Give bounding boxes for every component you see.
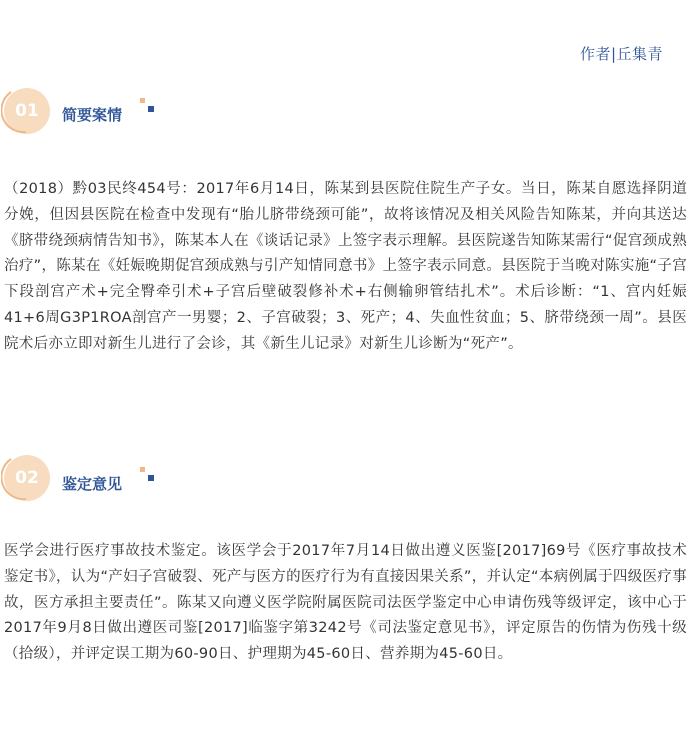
decorative-squares-icon — [138, 96, 154, 112]
section-title: 鉴定意见 — [62, 475, 123, 493]
section-number: 01 — [15, 101, 39, 121]
appraisal-opinion-paragraph: 医学会进行医疗事故技术鉴定。该医学会于2017年7月14日做出遵义医鉴[2017]69号《医疗事故技术鉴定书》，认为“产妇子宫破裂、死产与医方的医疗行为有直接因果关系”，并认定“本病例属于四级医疗事故，医方承担主要责任”。陈某又向遵义医学院附属医院司法医学鉴定中心申请伤残等级评定，该中心于2017年9月8日做出遵医司鉴[2017]临鉴字第3242号《司法鉴定意见书》，评定原告的伤情为伤残十级（拾级），并评定误工期为60-90日、护理期为45-60日、营养期为45-60日。 — [4, 543, 687, 663]
section-header-01 — [4, 88, 204, 148]
decorative-squares-icon — [138, 465, 154, 481]
section-number: 02 — [15, 468, 39, 488]
section-header-02 — [4, 455, 204, 515]
case-summary-paragraph: （2018）黔03民终454号：2017年6月14日，陈某到县医院住院生产子女。当日，陈某自愿选择阴道分娩，但因县医院在检查中发现有“胎儿脐带绕颈可能”，故将该情况及相关风险告知陈某，并向其送达《脐带绕颈病情告知书》，陈某本人在《谈话记录》上签字表示理解。县医院遂告知陈某需行“促宫颈成熟治疗”，陈某在《妊娠晚期促宫颈成熟与引产知情同意书》上签字表示同意。县医院于当晚对陈实施“子宫下段剖宫产术+完全臀牵引术+子宫后壁破裂修补术+右侧输卵管结扎术”。术后诊断：“1、宫内妊娠41+6周G3P1ROA剖宫产一男婴；2、子宫破裂；3、死产；4、失血性贫血；5、脐带绕颈一周”。县医院术后亦立即对新生儿进行了会诊，其《新生儿记录》对新生儿诊断为“死产”。 — [4, 181, 687, 352]
section-number-badge — [4, 455, 50, 501]
section-title: 简要案情 — [62, 106, 123, 124]
section-number-badge — [4, 88, 50, 134]
author-byline: 作者|丘集青 — [579, 45, 663, 63]
